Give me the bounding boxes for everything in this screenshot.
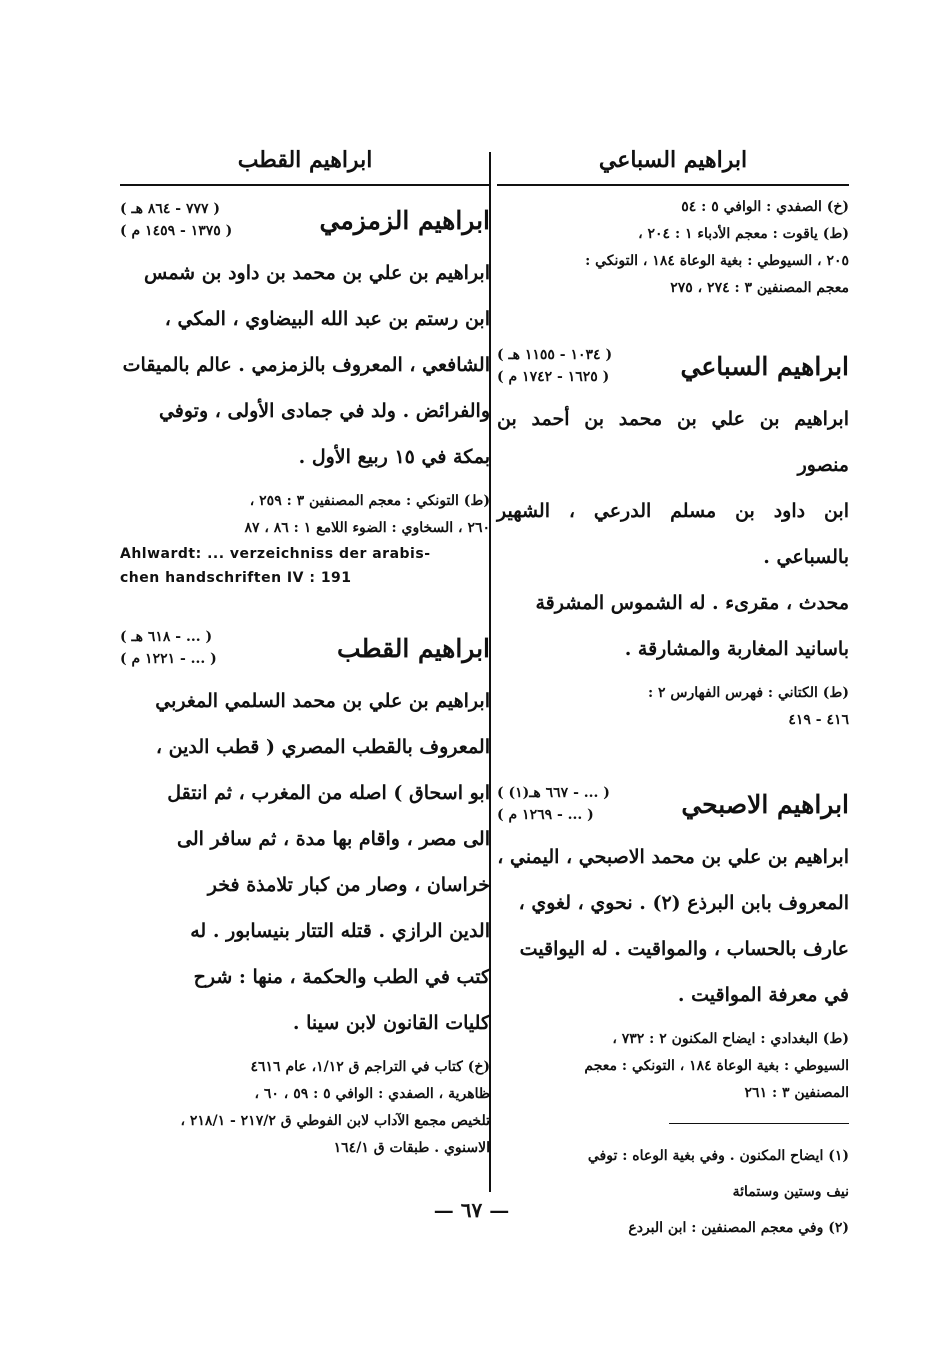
entry-dates [120, 198, 232, 242]
right-column [497, 140, 849, 1246]
entry-dates [497, 782, 610, 826]
ref-line: (ط) الكتاني : فهرس الفهارس ٢ : [647, 685, 849, 701]
page-number: — ٦٧ — [433, 1198, 510, 1222]
ref-line: (ط) التونكي : معجم المصنفين ٣ : ٢٥٩ ، [249, 493, 490, 509]
footnote-line: (٢) وفي معجم المصنفين : ابن البردع [628, 1220, 849, 1236]
body-line: المعروف بابن البرذع (٢) . نحوي ، لغوي ، [518, 892, 849, 914]
body-line: كليات القانون لابن سينا . [292, 1012, 490, 1034]
entry-dates [120, 626, 217, 670]
latin-reference [120, 542, 490, 590]
right-running-head: ابراهيم السباعي [497, 140, 849, 186]
latin-line: Ahlwardt: ... verzeichniss der arabis- [120, 546, 431, 562]
body-line: ابو اسحاق ) اصله من المغرب ، ثم انتقل [167, 782, 490, 804]
ref-line: السيوطي : بغية الوعاة ١٨٤ ، التونكي : معجم [584, 1058, 849, 1074]
ref-line: (خ) الصفدي : الوافي ٥ : ٥٤ [681, 199, 849, 215]
dates-hijri: ( ٧٧٧ - ٨٦٤ هـ ) [120, 201, 221, 217]
body-line: المعروف بالقطب المصري ( قطب الدين ، [155, 736, 490, 758]
left-column [120, 140, 490, 1162]
ref-line: (خ) كتاب في التراجم ق ١/١٢، عام ٤٦١٦ [250, 1059, 490, 1075]
dates-hijri: ( ... - ٦٦٧ هـ(١) ) [497, 785, 610, 801]
entry-heading [497, 774, 849, 834]
ref-line: ظاهرية ، الصفدي : الوافي ٥ : ٥٩ ، ٦٠ ، [254, 1086, 490, 1102]
entry-references [497, 680, 849, 734]
body-line: الدين الرازي . قتله التتار بنيسابور . له [190, 920, 490, 942]
dates-gregorian: ( ... - ١٢٦٩ م ) [497, 807, 594, 823]
ref-line: (ط) ياقوت : معجم الأدباء ١ : ٢٠٤ ، [638, 226, 849, 242]
entry-dates [497, 344, 612, 388]
dates-hijri: ( ... - ٦١٨ هـ ) [120, 629, 213, 645]
entry-zamzami [120, 190, 490, 590]
dates-gregorian: ( ١٣٧٥ - ١٤٥٩ م ) [120, 223, 233, 239]
body-line: كتب في الطب والحكمة ، منها : شرح [193, 966, 490, 988]
footnotes [497, 1138, 849, 1246]
ref-line: ٢٠٥ ، السيوطي : بغية الوعاة ١٨٤ ، التونكي : [585, 253, 849, 269]
entry-heading [120, 618, 490, 678]
entry-heading [120, 190, 490, 250]
body-line: خراسان ، وصار من كبار تلامذة فخر [207, 874, 490, 896]
body-line: محدث ، مقرىء . له الشموس المشرقة [535, 592, 849, 614]
entry-asbahi [497, 774, 849, 1107]
entry-name: ابراهيم الاصبحي [681, 789, 849, 819]
body-line: والفرائض . ولد في جمادى الأولى ، وتوفي [158, 400, 490, 422]
footnote-separator [669, 1123, 849, 1124]
entry-body [120, 678, 490, 1046]
entry-name: ابراهيم القطب [337, 633, 490, 663]
body-line: ابن رستم بن عبد الله البيضاوي ، المكي ، [164, 308, 490, 330]
left-running-head: ابراهيم القطب [120, 140, 490, 186]
latin-line: chen handschriften IV : 191 [120, 570, 352, 586]
ref-line: ٤١٦ - ٤١٩ [788, 712, 849, 728]
entry-references [120, 1054, 490, 1162]
body-line: بمكة في ١٥ ربيع الأول . [298, 446, 490, 468]
entry-name: ابراهيم السباعي [680, 351, 849, 381]
ref-line: (ط) البغدادي : ايضاح المكنون ٢ : ٧٣٢ ، [612, 1031, 849, 1047]
footnote-line: (١) ايضاح المكنون . وفي بغية الوعاه : توفي [587, 1148, 849, 1164]
entry-name: ابراهيم الزمزمي [319, 205, 490, 235]
dates-hijri: ( ١٠٣٤ - ١١٥٥ هـ ) [497, 347, 613, 363]
top-references [497, 194, 849, 302]
body-line: ابراهيم بن علي بن محمد الاصبحي ، اليمني ، [497, 846, 849, 868]
ref-line: تلخيص مجمع الآداب لابن الفوطي ق ٢١٧/٢ - ٢١٨/١ ، [180, 1113, 490, 1129]
entry-body [497, 834, 849, 1018]
ref-line: معجم المصنفين ٣ : ٢٧٤ ، ٢٧٥ [670, 280, 849, 296]
body-line: باسانيد المغاربة والمشارقة . [624, 638, 849, 660]
body-line: ابن داود بن مسلم الدرعي ، الشهير بالسباعي . [497, 500, 849, 568]
entry-qutb [120, 618, 490, 1162]
ref-line: الاسنوي . طبقات ق ١٦٤/١ [333, 1140, 490, 1156]
entry-body [497, 396, 849, 672]
body-line: في معرفة المواقيت . [677, 984, 849, 1006]
entry-references [120, 488, 490, 542]
body-line: ابراهيم بن علي بن محمد بن أحمد بن منصور [497, 408, 849, 476]
entry-sebai [497, 336, 849, 734]
entry-body [120, 250, 490, 480]
footnote-line: نيف وستين وستمائة [732, 1184, 849, 1200]
ref-line: ٢٦٠ ، السخاوي : الضوء اللامع ١ : ٨٦ ، ٨٧ [244, 520, 490, 536]
dates-gregorian: ( ١٦٢٥ - ١٧٤٢ م ) [497, 369, 610, 385]
entry-heading [497, 336, 849, 396]
body-line: عارف بالحساب ، والمواقيت . له اليواقيت [519, 938, 849, 960]
body-line: ابراهيم بن علي بن محمد بن داود بن شمس [143, 262, 490, 284]
body-line: الشافعي ، المعروف بالزمزمي . عالم بالميقات [122, 354, 490, 376]
ref-line: المصنفين ٣ : ٢٦١ [744, 1085, 849, 1101]
body-line: الى مصر ، واقام بها مدة ، ثم سافر الى [177, 828, 490, 850]
body-line: ابراهيم بن علي بن محمد السلمي المغربي [155, 690, 490, 712]
entry-references [497, 1026, 849, 1107]
dates-gregorian: ( ... - ١٢٢١ م ) [120, 651, 217, 667]
